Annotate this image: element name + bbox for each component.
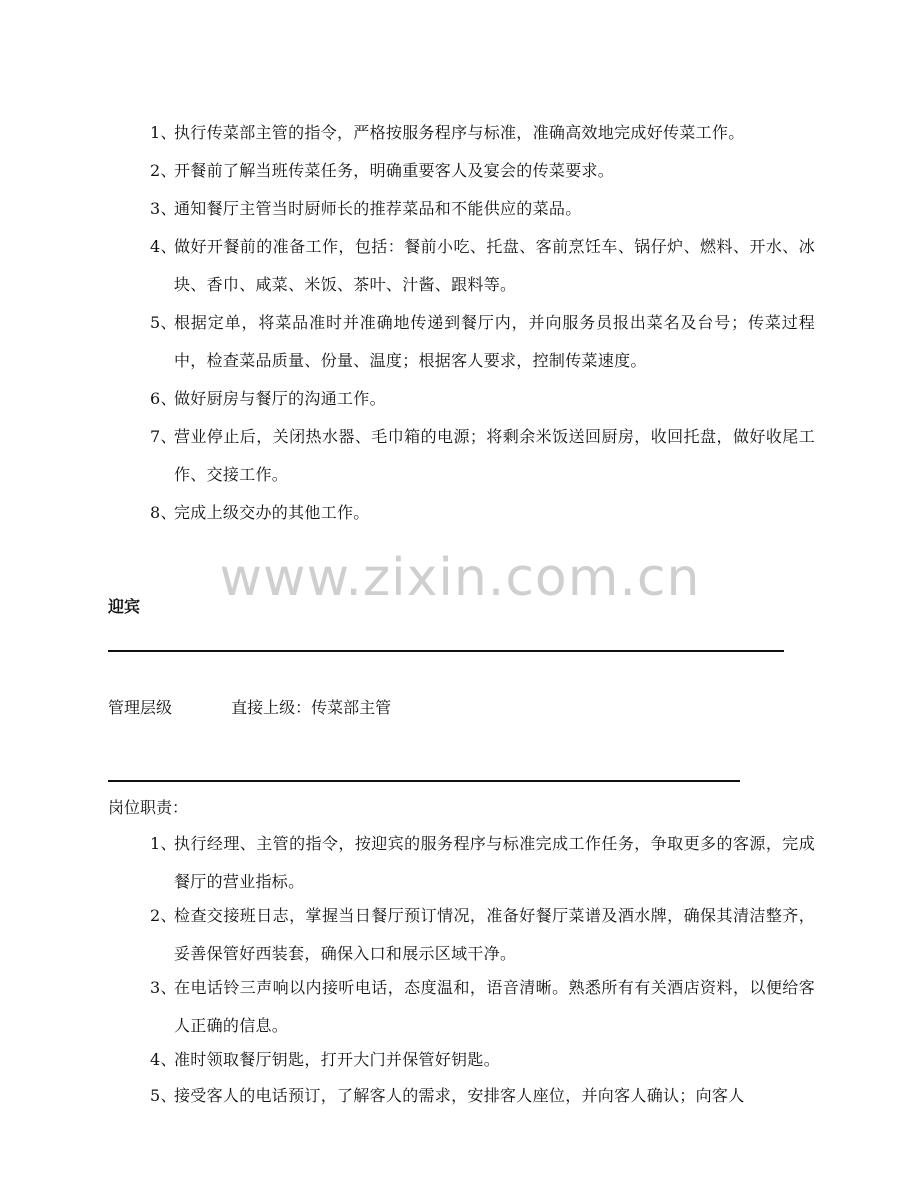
item-number: 1、 (150, 834, 177, 853)
item-number: 4、 (150, 237, 177, 256)
item-text: 开餐前了解当班传菜任务，明确重要客人及宴会的传菜要求。 (174, 161, 615, 180)
duty-item-3 (150, 190, 815, 228)
duty-item-7 (150, 418, 815, 494)
duty-item-4 (150, 228, 815, 304)
item-number: 4、 (150, 1050, 177, 1069)
item-text: 执行经理、主管的指令，按迎宾的服务程序与标准完成工作任务，争取更多的客源，完成餐厅的营业指标。 (174, 834, 815, 891)
direct-superior: 直接上级：传菜部主管 (231, 698, 392, 717)
item-number: 5、 (150, 1086, 177, 1105)
item-text: 通知餐厅主管当时厨师长的推荐菜品和不能供应的菜品。 (174, 199, 582, 218)
item-text: 做好开餐前的准备工作，包括：餐前小吃、托盘、客前烹饪车、锅仔炉、燃料、开水、冰块、香巾、咸菜、米饭、茶叶、汁酱、跟料等。 (174, 237, 815, 294)
item-number: 2、 (150, 161, 177, 180)
item-text: 营业停止后，关闭热水器、毛巾箱的电源；将剩余米饭送回厨房，收回托盘，做好收尾工作、交接工作。 (174, 427, 815, 484)
divider-line (108, 650, 784, 652)
duty-item-1 (150, 114, 815, 152)
item-number: 3、 (150, 199, 177, 218)
item-number: 8、 (150, 503, 177, 522)
duties-label: 岗位职责： (108, 798, 189, 817)
duty-item-6 (150, 380, 815, 418)
item-text: 准时领取餐厅钥匙，打开大门并保管好钥匙。 (174, 1050, 501, 1069)
item-text: 在电话铃三声响以内接听电话，态度温和，语音清晰。熟悉所有有关酒店资料，以便给客人正确的信息。 (174, 978, 815, 1035)
reception-item-2 (150, 897, 815, 973)
duty-item-5 (150, 304, 815, 380)
item-text: 做好厨房与餐厅的沟通工作。 (174, 389, 386, 408)
item-text: 根据定单，将菜品准时并准确地传递到餐厅内，并向服务员报出菜名及台号；传菜过程中，检查菜品质量、份量、温度；根据客人要求，控制传菜速度。 (174, 313, 815, 370)
watermark: www.zixin.com.cn (219, 548, 701, 608)
item-number: 7、 (150, 427, 177, 446)
item-text: 检查交接班日志，掌握当日餐厅预订情况，准备好餐厅菜谱及酒水牌，确保其清洁整齐，妥善保管好西装套，确保入口和展示区域干净。 (174, 906, 815, 963)
divider-line (108, 780, 740, 782)
reception-item-5 (150, 1077, 815, 1115)
item-number: 1、 (150, 123, 177, 142)
duty-item-2 (150, 152, 815, 190)
item-text: 执行传菜部主管的指令，严格按服务程序与标准，准确高效地完成好传菜工作。 (174, 123, 745, 142)
management-level-row (108, 696, 391, 720)
duty-item-8 (150, 494, 815, 532)
reception-item-4 (150, 1041, 815, 1079)
item-text: 完成上级交办的其他工作。 (174, 503, 370, 522)
section-title: 迎宾 (108, 597, 141, 616)
item-number: 5、 (150, 313, 177, 332)
item-number: 6、 (150, 389, 177, 408)
management-level-label: 管理层级 (108, 698, 173, 717)
item-text: 接受客人的电话预订，了解客人的需求，安排客人座位，并向客人确认；向客人 (174, 1086, 745, 1105)
reception-item-1 (150, 825, 815, 901)
reception-item-3 (150, 969, 815, 1045)
item-number: 3、 (150, 978, 177, 997)
item-number: 2、 (150, 906, 177, 925)
